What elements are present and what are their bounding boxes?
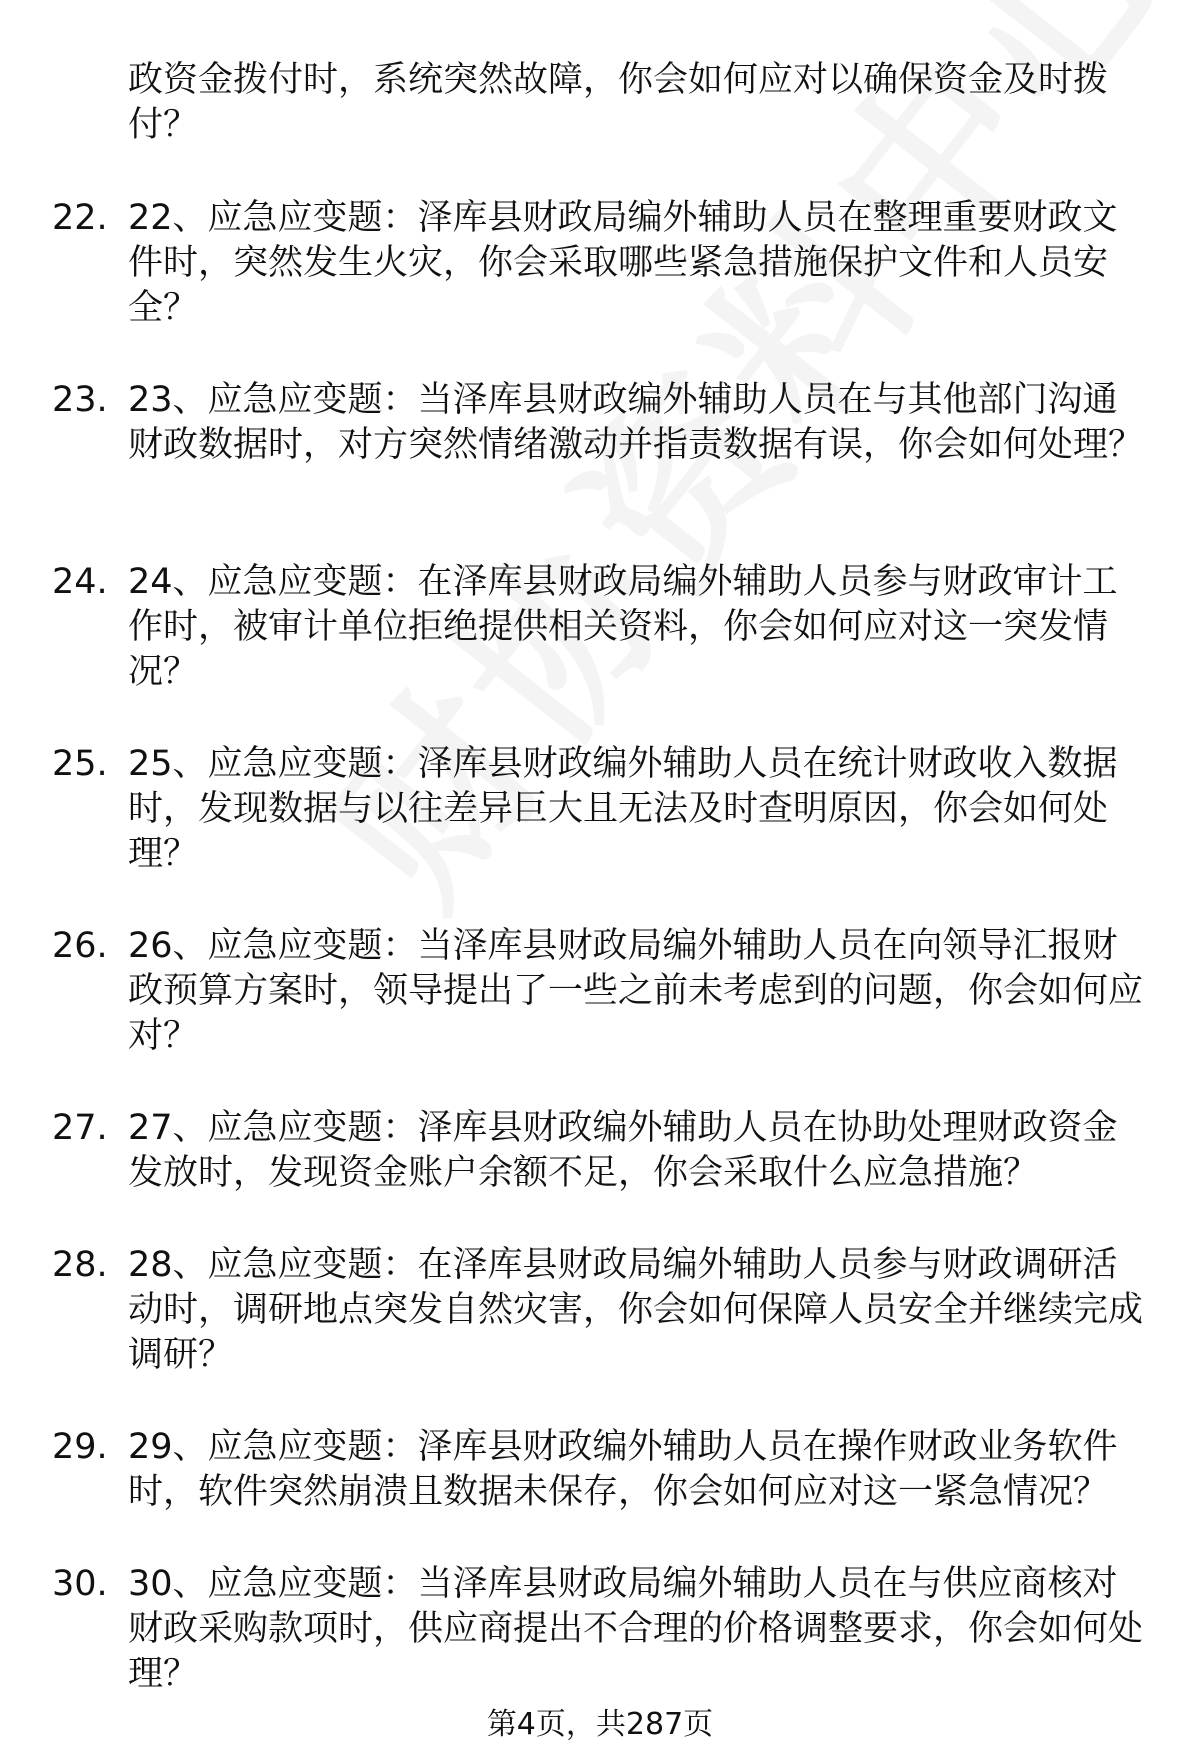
item-text: 29、应急应变题：泽库县财政编外辅助人员在操作财政业务软件时，软件突然崩溃且数据未保存，你会如何应对这一紧急情况？ [128,1427,1118,1512]
item-text: 30、应急应变题：当泽库县财政局编外辅助人员在与供应商核对财政采购款项时，供应商提出不合理的价格调整要求，你会如何处理？ [128,1564,1144,1694]
item-text: 23、应急应变题：当泽库县财政编外辅助人员在与其他部门沟通财政数据时，对方突然情绪激动并指责数据有误，你会如何处理？ [128,380,1144,465]
item-text: 28、应急应变题：在泽库县财政局编外辅助人员参与财政调研活动时，调研地点突发自然灾害，你会如何保障人员安全并继续完成调研？ [128,1245,1144,1375]
item-text: 25、应急应变题：泽库县财政编外辅助人员在统计财政收入数据时，发现数据与以往差异巨大且无法及时查明原因，你会如何处理？ [128,744,1118,874]
item-number: 23. [52,380,108,420]
list-item [0,924,1200,1106]
item-text: 22、应急应变题：泽库县财政局编外辅助人员在整理重要财政文件时，突然发生火灾，你会采取哪些紧急措施保护文件和人员安全？ [128,198,1118,328]
list-item [0,1425,1200,1562]
item-number: 26. [52,926,108,966]
question-list [0,196,1200,1744]
item-number: 29. [52,1427,108,1467]
item-text: 27、应急应变题：泽库县财政编外辅助人员在协助处理财政资金发放时，发现资金账户余额不足，你会采取什么应急措施？ [128,1108,1118,1193]
continuation-text: 政资金拨付时，系统突然故障，你会如何应对以确保资金及时拨付？ [128,60,1109,145]
item-number: 27. [52,1108,108,1148]
list-item [0,378,1200,560]
item-number: 24. [52,562,108,602]
item-number: 30. [52,1564,108,1604]
list-item [0,560,1200,742]
item-number: 22. [52,198,108,238]
item-text: 26、应急应变题：当泽库县财政局编外辅助人员在向领导汇报财政预算方案时，领导提出了一些之前未考虑到的问题，你会如何应对？ [128,926,1144,1056]
item-number: 25. [52,744,108,784]
item-number: 28. [52,1245,108,1285]
list-item [0,1243,1200,1425]
page-footer: 第4页，共287页 [486,1707,714,1742]
list-item [0,742,1200,924]
list-item [0,196,1200,378]
item-text: 24、应急应变题：在泽库县财政局编外辅助人员参与财政审计工作时，被审计单位拒绝提供相关资料，你会如何应对这一突发情况？ [128,562,1118,692]
list-item [0,1106,1200,1243]
